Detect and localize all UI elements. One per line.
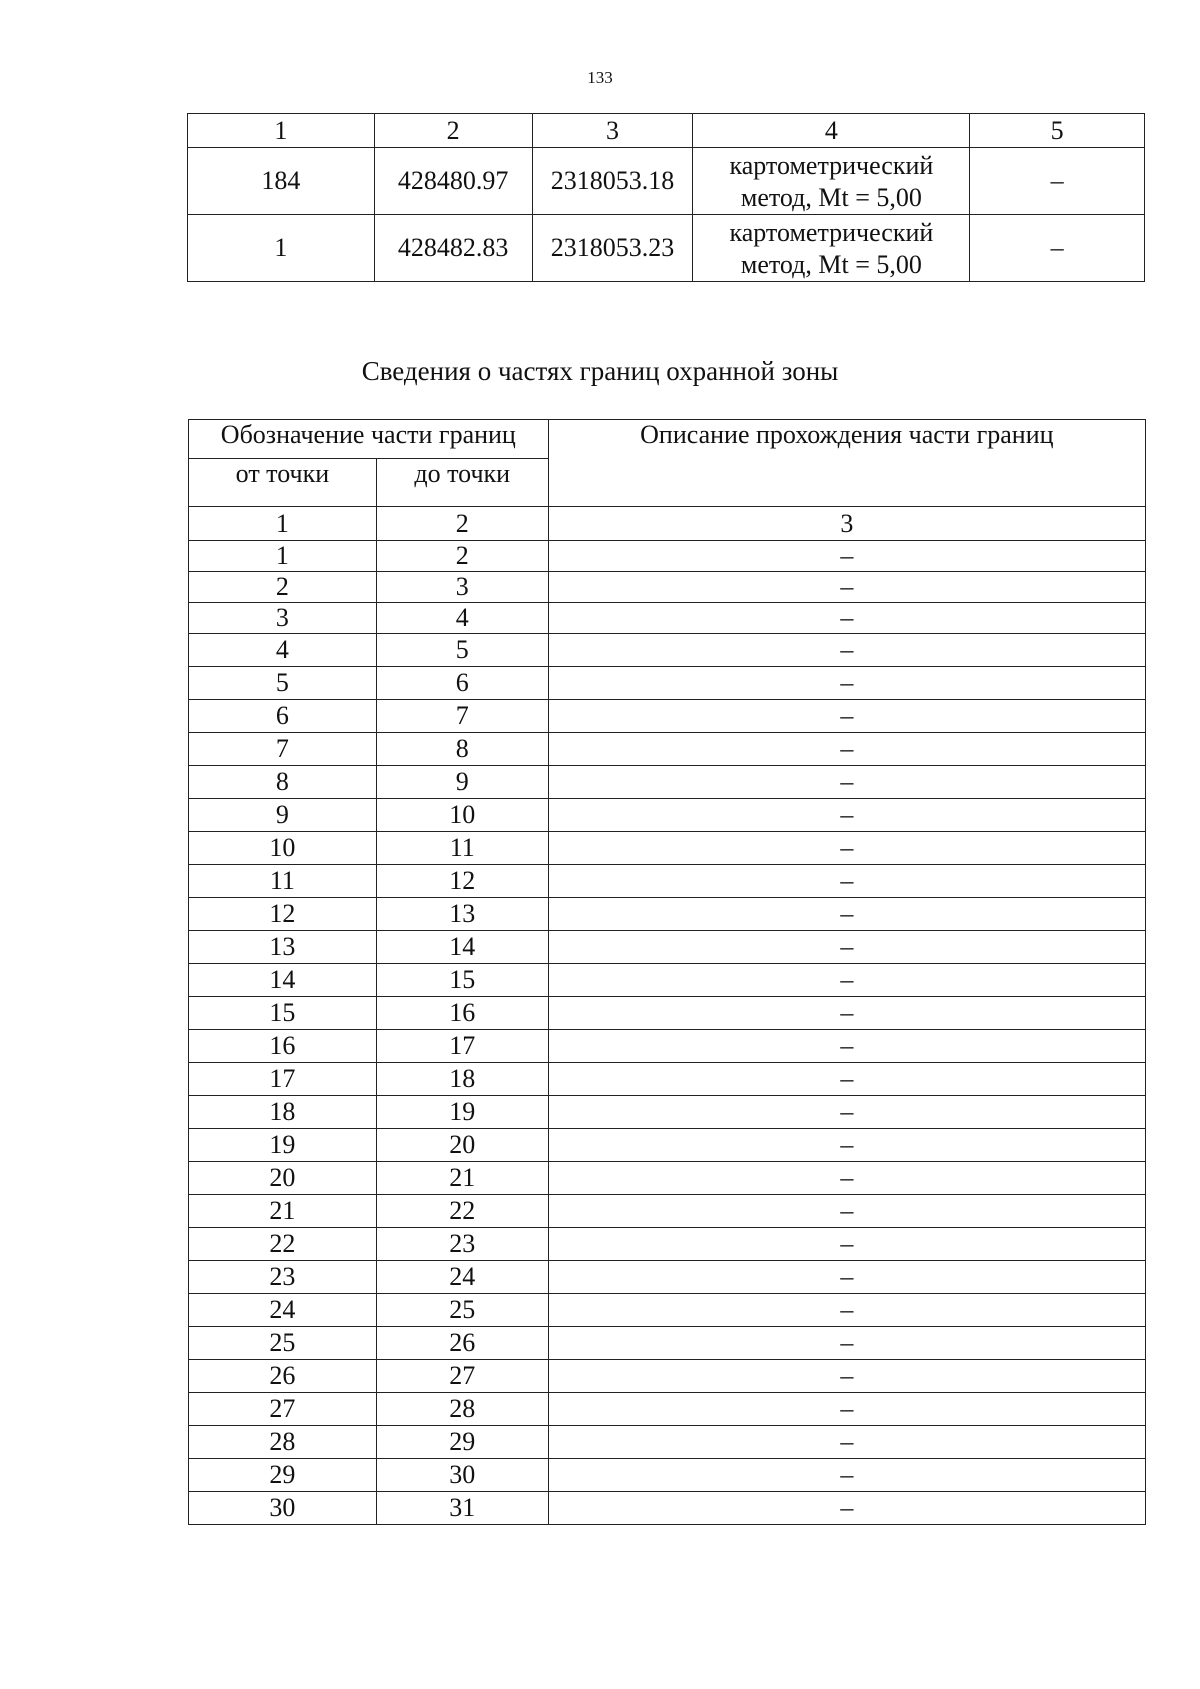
description-cell: – — [548, 1426, 1145, 1459]
from-point-cell: 2 — [189, 572, 377, 603]
description-cell: – — [548, 1228, 1145, 1261]
coordinate-x: 428482.83 — [374, 215, 532, 282]
dash-cell: – — [970, 148, 1145, 215]
from-point-cell: 27 — [189, 1393, 377, 1426]
from-point-cell: 16 — [189, 1030, 377, 1063]
coordinate-x: 428480.97 — [374, 148, 532, 215]
to-point-cell: 24 — [376, 1261, 548, 1294]
from-point-header: от точки — [189, 459, 377, 507]
point-number: 184 — [188, 148, 375, 215]
to-point-cell: 21 — [376, 1162, 548, 1195]
table-row — [189, 1195, 1146, 1228]
table-row — [189, 1459, 1146, 1492]
description-cell: – — [548, 1393, 1145, 1426]
from-point-cell: 6 — [189, 700, 377, 733]
from-point-cell: 28 — [189, 1426, 377, 1459]
table-row — [189, 766, 1146, 799]
to-point-cell: 17 — [376, 1030, 548, 1063]
table-row — [189, 1393, 1146, 1426]
table-row — [189, 1492, 1146, 1525]
from-point-cell: 7 — [189, 733, 377, 766]
from-point-cell: 11 — [189, 865, 377, 898]
table-row — [189, 603, 1146, 634]
description-cell: – — [548, 1261, 1145, 1294]
point-number: 1 — [188, 215, 375, 282]
from-point-cell: 18 — [189, 1096, 377, 1129]
from-point-cell: 25 — [189, 1327, 377, 1360]
table-row — [189, 541, 1146, 572]
table-row — [189, 1162, 1146, 1195]
from-point-cell: 19 — [189, 1129, 377, 1162]
table-row — [189, 1261, 1146, 1294]
from-point-cell: 30 — [189, 1492, 377, 1525]
from-point-cell: 22 — [189, 1228, 377, 1261]
description-cell: – — [548, 733, 1145, 766]
table-row — [189, 1426, 1146, 1459]
column-numbering-row — [189, 507, 1146, 541]
to-point-cell: 18 — [376, 1063, 548, 1096]
to-point-cell: 28 — [376, 1393, 548, 1426]
to-point-cell: 20 — [376, 1129, 548, 1162]
table-row — [189, 572, 1146, 603]
table-row — [189, 634, 1146, 667]
description-cell: – — [548, 1327, 1145, 1360]
to-point-cell: 3 — [376, 572, 548, 603]
description-cell: – — [548, 1360, 1145, 1393]
table-row — [189, 700, 1146, 733]
to-point-cell: 15 — [376, 964, 548, 997]
coordinate-y: 2318053.18 — [532, 148, 693, 215]
table-row — [189, 964, 1146, 997]
boundary-part-designation-header: Обозначение части границ — [189, 420, 549, 459]
to-point-cell: 30 — [376, 1459, 548, 1492]
from-point-cell: 5 — [189, 667, 377, 700]
description-cell: – — [548, 1459, 1145, 1492]
from-point-cell: 20 — [189, 1162, 377, 1195]
table-row — [189, 1129, 1146, 1162]
from-point-cell: 13 — [189, 931, 377, 964]
to-point-cell: 13 — [376, 898, 548, 931]
from-point-cell: 8 — [189, 766, 377, 799]
from-point-cell: 26 — [189, 1360, 377, 1393]
from-point-cell: 21 — [189, 1195, 377, 1228]
table-row — [189, 733, 1146, 766]
description-cell: – — [548, 865, 1145, 898]
page-number: 133 — [587, 68, 613, 87]
table-row — [189, 997, 1146, 1030]
to-point-cell: 31 — [376, 1492, 548, 1525]
column-number: 1 — [189, 507, 377, 541]
from-point-cell: 23 — [189, 1261, 377, 1294]
column-number: 3 — [548, 507, 1145, 541]
description-cell: – — [548, 799, 1145, 832]
header-row — [189, 420, 1146, 459]
table-row — [189, 1030, 1146, 1063]
to-point-cell: 14 — [376, 931, 548, 964]
from-point-cell: 29 — [189, 1459, 377, 1492]
to-point-cell: 2 — [376, 541, 548, 572]
table-row — [189, 1294, 1146, 1327]
column-number: 4 — [693, 114, 970, 148]
from-point-cell: 24 — [189, 1294, 377, 1327]
description-cell: – — [548, 572, 1145, 603]
coordinates-table — [187, 113, 1145, 282]
from-point-cell: 15 — [189, 997, 377, 1030]
to-point-cell: 9 — [376, 766, 548, 799]
to-point-cell: 16 — [376, 997, 548, 1030]
description-cell: – — [548, 1096, 1145, 1129]
to-point-cell: 26 — [376, 1327, 548, 1360]
to-point-cell: 7 — [376, 700, 548, 733]
from-point-cell: 4 — [189, 634, 377, 667]
table-row — [188, 215, 1145, 282]
description-cell: – — [548, 1129, 1145, 1162]
table-row — [189, 832, 1146, 865]
from-point-cell: 12 — [189, 898, 377, 931]
column-number: 2 — [376, 507, 548, 541]
description-cell: – — [548, 634, 1145, 667]
method-cell: картометрический метод, Mt = 5,00 — [693, 215, 970, 282]
table-row — [189, 799, 1146, 832]
table-row — [189, 667, 1146, 700]
description-cell: – — [548, 700, 1145, 733]
to-point-cell: 4 — [376, 603, 548, 634]
description-cell: – — [548, 603, 1145, 634]
to-point-cell: 29 — [376, 1426, 548, 1459]
from-point-cell: 10 — [189, 832, 377, 865]
table-row — [189, 1327, 1146, 1360]
from-point-cell: 17 — [189, 1063, 377, 1096]
from-point-cell: 9 — [189, 799, 377, 832]
table-row — [189, 1360, 1146, 1393]
description-cell: – — [548, 1063, 1145, 1096]
table-row — [189, 1063, 1146, 1096]
table-header-row — [188, 114, 1145, 148]
description-cell: – — [548, 667, 1145, 700]
from-point-cell: 14 — [189, 964, 377, 997]
description-cell: – — [548, 931, 1145, 964]
table-row — [189, 898, 1146, 931]
description-cell: – — [548, 1294, 1145, 1327]
column-number: 5 — [970, 114, 1145, 148]
to-point-cell: 19 — [376, 1096, 548, 1129]
table-row — [188, 148, 1145, 215]
to-point-cell: 8 — [376, 733, 548, 766]
description-cell: – — [548, 832, 1145, 865]
to-point-cell: 10 — [376, 799, 548, 832]
description-cell: – — [548, 1162, 1145, 1195]
description-cell: – — [548, 1030, 1145, 1063]
dash-cell: – — [970, 215, 1145, 282]
table-row — [189, 1228, 1146, 1261]
table-row — [189, 865, 1146, 898]
boundary-description-header: Описание прохождения части границ — [548, 420, 1145, 507]
column-number: 2 — [374, 114, 532, 148]
to-point-cell: 27 — [376, 1360, 548, 1393]
description-cell: – — [548, 964, 1145, 997]
description-cell: – — [548, 1492, 1145, 1525]
column-number: 1 — [188, 114, 375, 148]
from-point-cell: 3 — [189, 603, 377, 634]
to-point-cell: 23 — [376, 1228, 548, 1261]
description-cell: – — [548, 766, 1145, 799]
to-point-cell: 11 — [376, 832, 548, 865]
to-point-cell: 22 — [376, 1195, 548, 1228]
description-cell: – — [548, 997, 1145, 1030]
coordinate-y: 2318053.23 — [532, 215, 693, 282]
table-row — [189, 1096, 1146, 1129]
description-cell: – — [548, 1195, 1145, 1228]
from-point-cell: 1 — [189, 541, 377, 572]
column-number: 3 — [532, 114, 693, 148]
table-row — [189, 931, 1146, 964]
to-point-cell: 25 — [376, 1294, 548, 1327]
to-point-cell: 6 — [376, 667, 548, 700]
to-point-header: до точки — [376, 459, 548, 507]
section-title: Сведения о частях границ охранной зоны — [361, 356, 839, 386]
to-point-cell: 12 — [376, 865, 548, 898]
to-point-cell: 5 — [376, 634, 548, 667]
description-cell: – — [548, 541, 1145, 572]
boundary-parts-table — [188, 419, 1146, 1525]
description-cell: – — [548, 898, 1145, 931]
method-cell: картометрический метод, Mt = 5,00 — [693, 148, 970, 215]
